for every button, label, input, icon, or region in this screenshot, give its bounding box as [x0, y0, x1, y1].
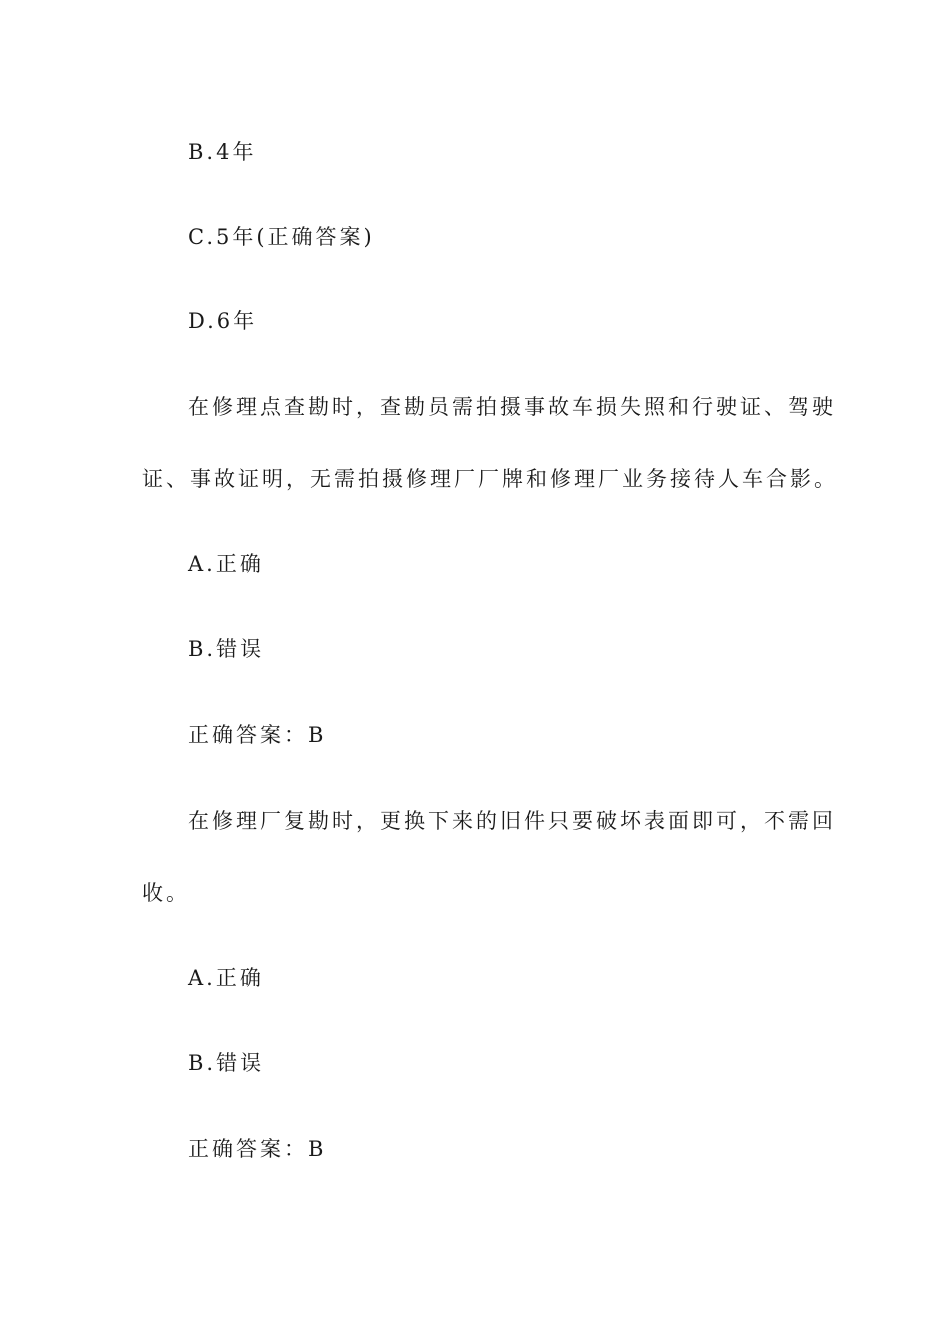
question-2-answer: 正确答案：B: [188, 1137, 327, 1161]
option-b-line: B.4年: [188, 140, 257, 164]
option-c-line: C.5年(正确答案): [188, 225, 375, 249]
question-2-option-b: B.错误: [188, 1051, 265, 1075]
question-1-line-1: 在修理点查勘时，查勘员需拍摄事故车损失照和行驶证、驾驶: [188, 395, 836, 419]
question-2-line-2: 收。: [142, 881, 190, 905]
option-d-line: D.6年: [188, 309, 258, 333]
question-2-option-a: A.正确: [188, 966, 264, 990]
question-2-line-1: 在修理厂复勘时，更换下来的旧件只要破坏表面即可，不需回: [188, 809, 836, 833]
question-1-answer: 正确答案：B: [188, 723, 327, 747]
question-1-line-2: 证、事故证明，无需拍摄修理厂厂牌和修理厂业务接待人车合影。: [142, 467, 838, 491]
question-1-option-b: B.错误: [188, 637, 265, 661]
question-1-option-a: A.正确: [188, 552, 264, 576]
